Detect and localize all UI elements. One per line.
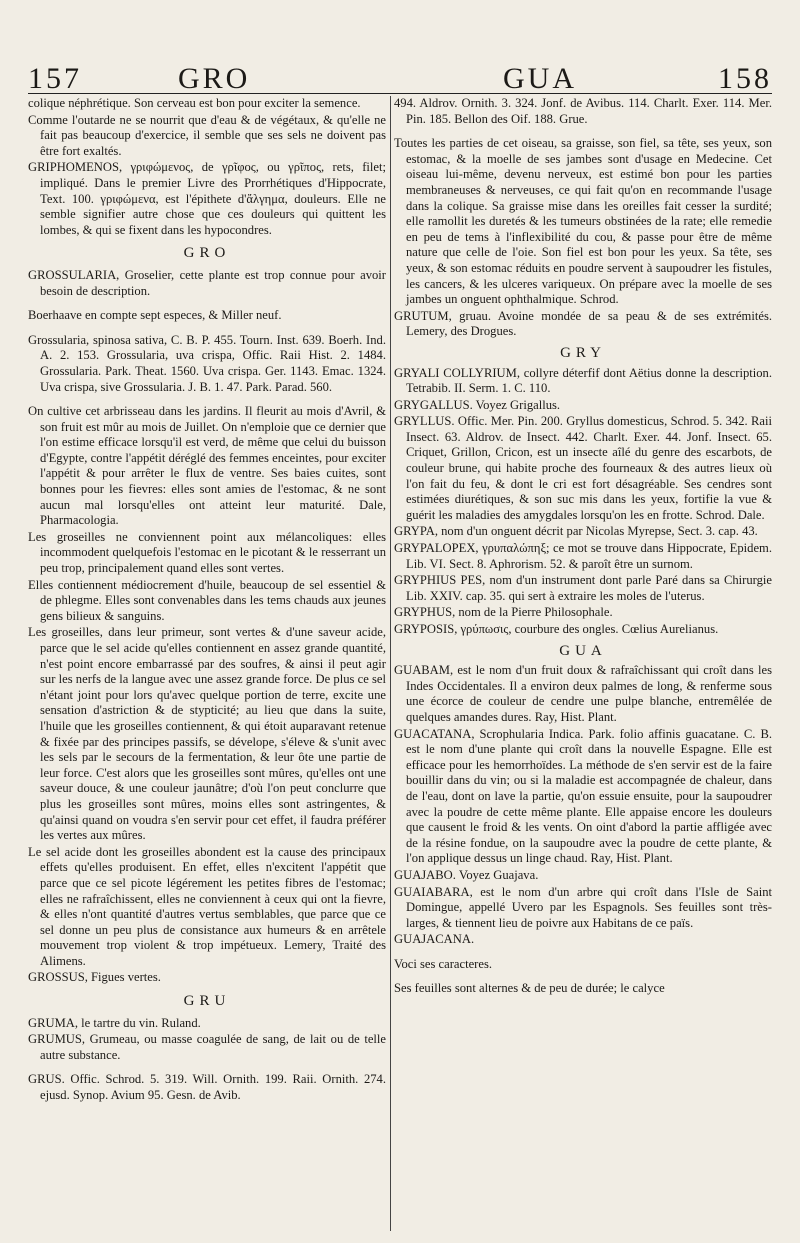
entry-grus: GRUS. Offic. Schrod. 5. 319. Will. Ornith. 199. Raii. Ornith. 274. ejusd. Synop. Avium 95. Gesn. de Avib. xyxy=(28,1072,386,1103)
entry-paragraph: Elles contiennent médiocrement d'huile, beaucoup de sel essentiel & de phlegme. Elles sont convenables dans les tems chauds aux jeunes gens bilieux & sanguins. xyxy=(28,577,386,623)
entry-gryposis: GRYPOSIS, γρύπωσις, courbure des ongles. Cœlius Aurelianus. xyxy=(394,622,719,636)
entry-paragraph: Les groseilles, dans leur primeur, sont vertes & d'une saveur acide, parce que le sel acide qu'elles contiennent en assez grande quantité, n'est point encore embarrassé par des soufres, & ainsi il peut agir sur les nerfs de la langue avec une assez grande force. De plus ce sel n'étant joint pour lors qu'avec quelque portion de terre, excite une sensation d'astriction & de stypticité; au lieu que dans la suite, l'huile que les groseilles contiennent, & qui étoit auparavant retenue & fixée par des principes passifs, se dévelope, s'éleve & s'unit avec les sels par le secours de la fermentation, & leur ôte une partie de leur force. C'est alors que les groseilles sont mûres, qu'elles ont une saveur douce, & une couleur jaunâtre; d'où l'on peut conclurre que plus les groseilles sont mûres, moins elles sont astringentes, & qu'ainsi quand on voudra s'en servir pour cet effet, il faudra préférer les vertes aux mûres. xyxy=(28,625,386,843)
entry-grossularia: GROSSULARIA, Groselier, cette plante est trop connue pour avoir besoin de description. xyxy=(28,267,386,298)
section-heading-gro: GRO xyxy=(183,245,231,262)
running-header xyxy=(28,62,772,96)
entry-paragraph: On cultive cet arbrisseau dans les jardins. Il fleurit au mois d'Avril, & son fruit est mûr au mois de Juillet. On n'emploie que ce dernier que l'on estime efficace lorsqu'il est verd, de même que celui du buisson d'Egypte, contre l'appétit déréglé des femmes enceintes, pour exciter l'appétit & pour arrêter le flux de ventre. Ses baies cuites, sont bonnes pour les fievres: elles sont amies de l'estomac, & ne sont aucun mal lorsqu'elles ont atteint leur maturité. Dale, Pharmacologia. xyxy=(28,404,386,528)
entry-gryphius-pes: GRYPHIUS PES, nom d'un instrument dont parle Paré dans sa Chirurgie Lib. XXIV. cap. 35. qui sert à extraire les moles de l'uterus. xyxy=(394,573,772,603)
section-heading-gua: GUA xyxy=(559,642,607,659)
entry-guabam: GUABAM, est le nom d'un fruit doux & rafraîchissant qui croît dans les Indes Occidentales. Il a environ deux palmes de long, & renferme sous une écorce de couleur de cendre une pulpe blanche, entremêlée de quelques amandes dures. Ray, Hist. Plant. xyxy=(394,663,772,724)
section-heading-gru: GRU xyxy=(183,993,231,1010)
entry-grumus: GRUMUS, Grumeau, ou masse coagulée de sang, de lait ou de telle autre substance. xyxy=(28,1032,386,1062)
entry-paragraph: 494. Aldrov. Ornith. 3. 324. Jonf. de Avibus. 114. Charlt. Exer. 114. Mer. Pin. 185. Bellon des Oif. 188. Grue. xyxy=(394,96,772,126)
entry-grygallus: GRYGALLUS. Voyez Grigallus. xyxy=(394,397,561,412)
entry-grypa: GRYPA, nom d'un onguent décrit par Nicolas Myrepse, Sect. 3. cap. 43. xyxy=(394,524,758,539)
running-head-right: GUA xyxy=(503,62,577,95)
left-column xyxy=(28,96,386,1231)
entry-paragraph: Le sel acide dont les groseilles abondent est la cause des principaux effets qu'elles produisent. En effet, elles n'excitent l'appétit que parce que ce sel picote légérement les petites fibres de l'estomac; elles ne rafraîchissent, elles ne conviennent à ceux qui ont la fievre, & elles n'ont quantité d'autres vertus semblables, que parce que ce sel donne un peu plus de consistance aux humeurs & en arrêtele mouvement trop violent & trop impétueux. Lemery, Traité des Alimens. xyxy=(28,844,386,968)
entry-grypalopex: GRYPALOPEX, γρυπαλώπηξ; ce mot se trouve dans Hippocrate, Epidem. Lib. VI. Sect. 8. Aphrorism. 52. & paroît être un surnom. xyxy=(394,541,772,571)
page-number-right: 158 xyxy=(718,62,772,95)
entry-gruma: GRUMA, le tartre du vin. Ruland. xyxy=(28,1015,201,1030)
entry-gryali-collyrium: GRYALI COLLYRIUM, collyre déterfif dont Aëtius donne la description. Tetrabib. II. Serm. 1. C. 110. xyxy=(394,365,772,396)
entry-guaiabara: GUAIABARA, est le nom d'un arbre qui croît dans l'Isle de Saint Domingue, appellé Uvero par les Espagnols. Ses feuilles sont très-larges, & tiennent lieu de poivre aux Habitans de ce païs. xyxy=(394,884,772,930)
entry-guacatana: GUACATANA, Scrophularia Indica. Park. folio affinis guacatane. C. B. est le nom d'une plante qui croît dans la nouvelle Espagne. Elle est efficace pour les hemorrhoïdes. La méthode de s'en servir est de la faire bouillir dans du vin; ou si la maladie est accompagnée de chaleur, dans de l'eau, dont on lave la partie, qu'on essuie ensuite, pour la saupoudrer avec la poudre de cette même plante. Elle appaise encore les douleurs que causent le froid & les vents. On oint d'abord la partie affligée avec de la résine fondue, on la saupoudre avec la poudre de cette plante, & l'on applique dessus un linge chaud. Ray, Hist. Plant. xyxy=(394,726,772,866)
entry-grossus: GROSSUS, Figues vertes. xyxy=(28,970,161,985)
entry-guajabo: GUAJABO. Voyez Guajava. xyxy=(394,867,539,882)
entry-paragraph: Grossularia, spinosa sativa, C. B. P. 455. Tourn. Inst. 639. Boerh. Ind. A. 2. 153. Grossularia, uva crispa, Offic. Raii Hist. 2. 1484. Grossularia. Park. Theat. 1560. Uva crispa. Ger. 1143. Emac. 1324. Uva crispa, sive Grossularia. J. B. 1. 47. Park. Parad. 560. xyxy=(28,332,386,394)
entry-gryphus: GRYPHUS, nom de la Pierre Philosophale. xyxy=(394,605,613,620)
entry-grutum: GRUTUM, gruau. Avoine mondée de sa peau & de ses extrémités. Lemery, des Drogues. xyxy=(394,308,772,339)
header-rule xyxy=(28,93,772,94)
entry-paragraph: Ses feuilles sont alternes & de peu de durée; le calyce xyxy=(394,981,665,996)
entry-paragraph: Voci ses caracteres. xyxy=(394,956,493,971)
page-number-left: 157 xyxy=(28,62,82,95)
entry-gryllus: GRYLLUS. Offic. Mer. Pin. 200. Gryllus domesticus, Schrod. 5. 342. Raii Insect. 63. Aldrov. de Insect. 442. Charlt. Exer. 44. Jonf. Insect. 65. Criquet, Grillon, Cricon, est un insecte aîlé du genre des escarbots, de couleur brune, qui habite proche des fourneaux & des autres lieux où l'on fait du feu, & dont le cri est fort désagréable. Ses cendres sont estimées diurétiques, & son suc mis dans les yeux, fortifie la vue & guérit les maladies des amygdales lorsqu'on les en frotte. Schrod. Dale. xyxy=(394,414,772,522)
column-divider xyxy=(390,96,391,1231)
entry-paragraph: Les groseilles ne conviennent point aux mélancoliques: elles incommodent quelquefois l'estomac en le picotant & le resserrant un peu trop, principalement quand elles sont vertes. xyxy=(28,529,386,576)
running-head-left: GRO xyxy=(178,62,251,95)
entry-paragraph: Comme l'outarde ne se nourrit que d'eau & de végétaux, & qu'elle ne fait pas beaucoup d'exercice, il semble que ses sels ne doivent pas être fort exaltés. xyxy=(28,112,386,158)
entry-paragraph: Toutes les parties de cet oiseau, sa graisse, son fiel, sa tête, ses yeux, son estomac, & la moelle de ses jambes sont d'usage en Medecine. Cet oiseau lui-même, devenu nerveux, est estimé bon pour les parties membraneuses & nerveuses, ce qui fait qu'on en recommande l'usage dans la colique. Sa graisse mise dans les oreilles fait cesser la surdité; elle ramollit les duretés & les tumeurs obstinées de la rate; elle remedie en peu de tems à l'inflexibilité du cou, & passe pour être de même nature que celle de l'oie. Son fiel est bon pour les yeux. Sa tête, ses yeux, & son estomac réduits en poudre servent à saupoudrer les fistules, les cancers, & les ulceres variqueux. On prépare avec la moelle de ses jambes un onguent ophthalmique. Schrod. xyxy=(394,136,772,307)
entry-paragraph: Boerhaave en compte sept especes, & Miller neuf. xyxy=(28,308,282,323)
entry-paragraph: colique néphrétique. Son cerveau est bon pour exciter la semence. xyxy=(28,96,361,110)
section-heading-gry: GRY xyxy=(560,344,606,361)
entry-guajacana: GUAJACANA. xyxy=(394,932,475,947)
right-column xyxy=(394,96,772,1231)
entry-griphomenos: GRIPHOMENOS, γριφώμενος, de γρῖφος, ou γρῖπος, rets, filet; impliqué. Dans le premier Livre des Prorrhétiques d'Hippocrate, Text. 100. γριφώμενα, est l'épithete d'ἄλγημα, douleurs. Elle ne semble signifier autre chose que ces douleurs qui quittent les lombes, & qui se fixent dans les hypocondres. xyxy=(28,160,386,237)
